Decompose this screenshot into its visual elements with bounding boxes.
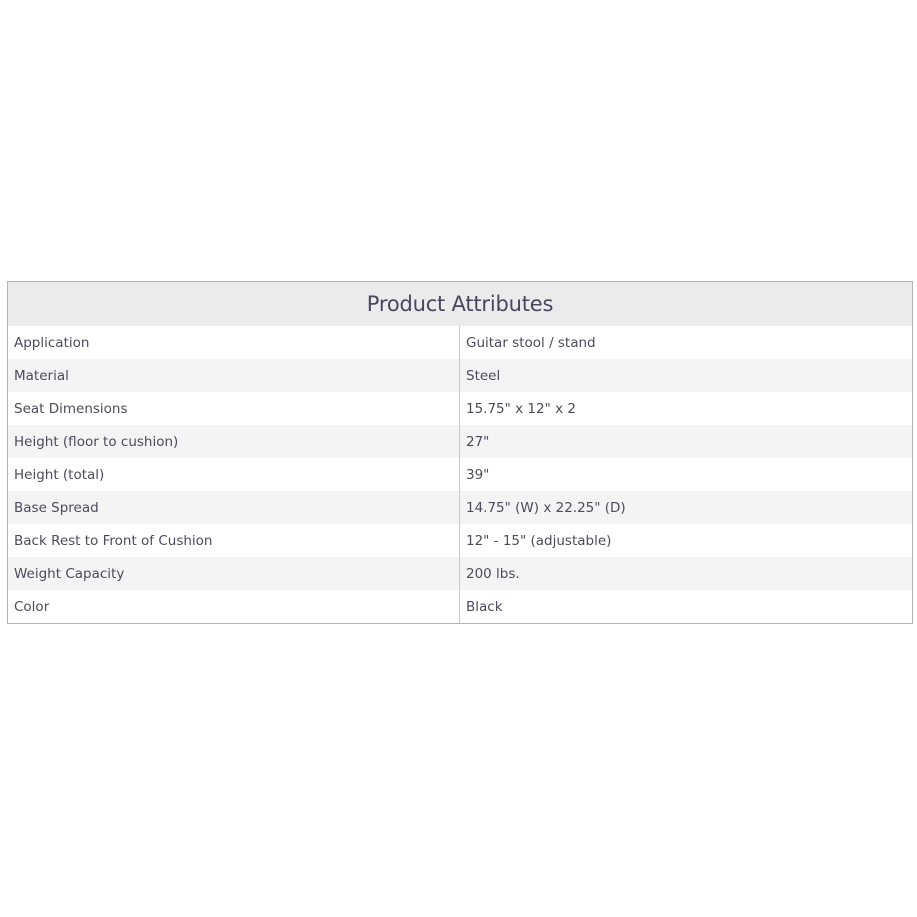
table-row (8, 557, 912, 590)
attribute-value: 15.75" x 12" x 2 (466, 400, 576, 417)
attribute-value: 14.75" (W) x 22.25" (D) (466, 499, 626, 516)
attribute-label: Height (total) (8, 458, 460, 491)
table-row (8, 359, 912, 392)
attribute-label: Weight Capacity (8, 557, 460, 590)
table-title: Product Attributes (8, 282, 912, 326)
attribute-value: Steel (466, 367, 501, 384)
attribute-label: Color (8, 590, 460, 623)
attribute-value: 200 lbs. (466, 565, 520, 582)
attribute-label: Back Rest to Front of Cushion (8, 524, 460, 557)
attribute-value: Black (466, 598, 503, 615)
attribute-value: Guitar stool / stand (466, 334, 596, 351)
attribute-value: 39" (466, 466, 490, 483)
table-row (8, 458, 912, 491)
attribute-value: 27" (466, 433, 490, 450)
table-row (8, 425, 912, 458)
table-row (8, 590, 912, 623)
table-row (8, 326, 912, 359)
attribute-value: 12" - 15" (adjustable) (466, 532, 612, 549)
attribute-label: Base Spread (8, 491, 460, 524)
attribute-label: Height (floor to cushion) (8, 425, 460, 458)
attribute-label: Material (8, 359, 460, 392)
table-row (8, 392, 912, 425)
attribute-label: Application (8, 326, 460, 359)
table-row (8, 491, 912, 524)
product-attributes-table (7, 281, 913, 624)
attribute-label: Seat Dimensions (8, 392, 460, 425)
table-row (8, 524, 912, 557)
